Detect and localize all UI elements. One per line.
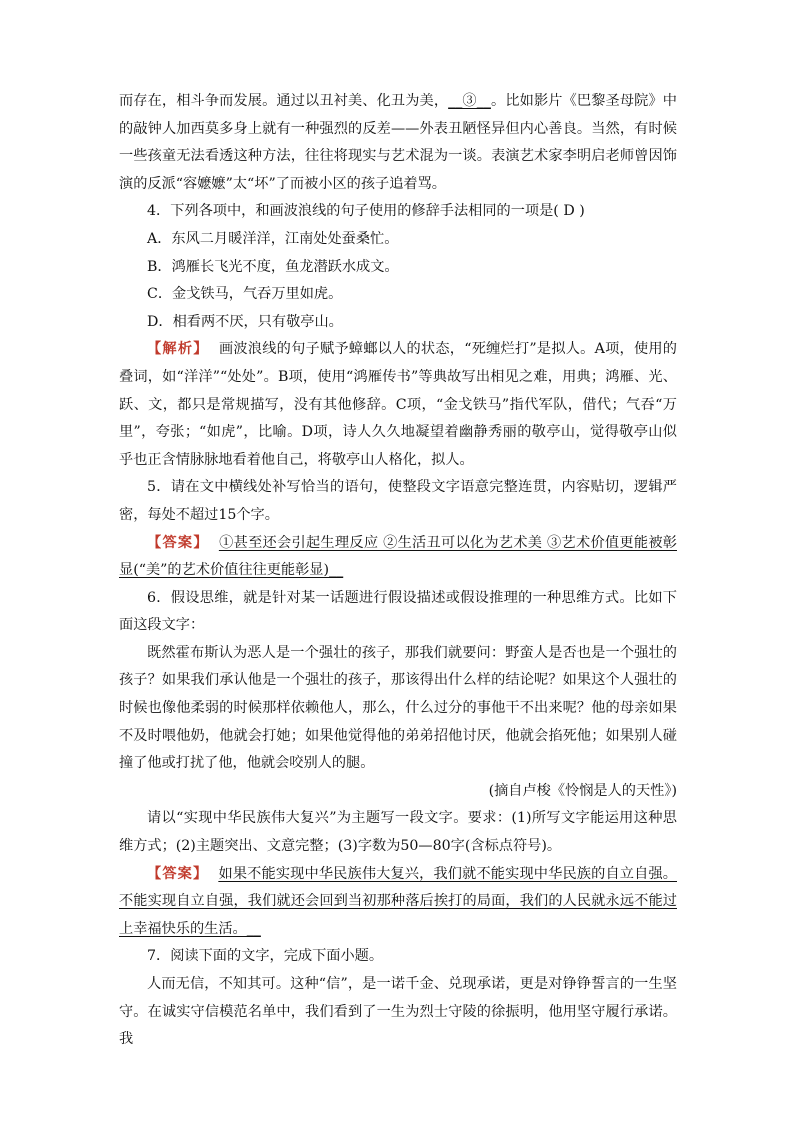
question-5-answer: 【答案】 ①甚至还会引起生理反应 ②生活丑可以化为艺术美 ③艺术价值更能被彰显(“美”的艺术价值往往更能彰显)__ xyxy=(119,534,677,579)
blank-3: __③__ xyxy=(448,93,491,109)
question-4-option-d: D．相看两不厌，只有敬亭山。 xyxy=(147,313,343,330)
question-4-option-a: A．东风二月暖洋洋，江南处处蚕桑忙。 xyxy=(147,230,399,247)
analysis-label: 【解析】 xyxy=(147,341,209,358)
question-6-answer: 【答案】 如果不能实现中华民族伟大复兴，我们就不能实现中华民族的自立自强。不能实现自立自强，我们就还会回到当初那种落后挨打的局面，我们的人民就永远不能过上幸福快乐的生活。__ xyxy=(119,865,677,937)
document-page xyxy=(119,88,677,1054)
question-6-source: (摘自卢梭《怜悯是人的天性》) xyxy=(488,782,677,799)
question-4-stem: 4．下列各项中，和画波浪线的句子使用的修辞手法相同的一项是( D ) xyxy=(147,203,585,220)
question-4-analysis: 【解析】 画波浪线的句子赋予蟑螂以人的状态，“死缠烂打”是拟人。A项，使用的叠词，如“洋洋”“处处”。B项，使用“鸿雁传书”等典故写出相见之难，用典；鸿雁、光、跃、文，都只是常规描写，没有其他修辞。C项，“金戈铁马”指代军队，借代；气吞“万里”，夸张；“如虎”，比喻。D项，诗人久久地凝望着幽静秀丽的敬亭山，觉得敬亭山似乎也正含情脉脉地看着他自己，将敬亭山人格化，拟人。 xyxy=(119,341,677,468)
question-7-stem: 7．阅读下面的文字，完成下面小题。 xyxy=(147,948,384,965)
question-4-answer: D xyxy=(563,203,575,220)
question-7-passage: 人而无信，不知其可。这种“信”，是一诺千金、兑现承诺，更是对铮铮誓言的一生坚守。在诚实守信模范名单中，我们看到了一生为烈士守陵的徐振明，他用坚守履行承诺。我 xyxy=(119,976,677,1048)
question-4-option-c: C．金戈铁马，气吞万里如虎。 xyxy=(147,286,343,303)
question-4-option-b: B．鸿雁长飞光不度，鱼龙潜跃水成文。 xyxy=(147,258,399,275)
paragraph-intro: 而存在，相斗争而发展。通过以丑衬美、化丑为美，__③__。比如影片《巴黎圣母院》中的敲钟人加西莫多身上就有一种强烈的反差——外表丑陋怪异但内心善良。当然，有时候一些孩童无法看透这种方法，往往将现实与艺术混为一谈。表演艺术家李明启老师曾因饰演的反派“容嬷嬷”太“坏”了而被小区的孩子追着骂。 xyxy=(119,93,677,192)
question-6-passage: 既然霍布斯认为恶人是一个强壮的孩子，那我们就要问：野蛮人是否也是一个强壮的孩子？如果我们承认他是一个强壮的孩子，那该得出什么样的结论呢？如果这个人强壮的时候也像他柔弱的时候那样依赖他人，那么，什么过分的事他干不出来呢？他的母亲如果不及时喂他奶，他就会打她；如果他觉得他的弟弟招他讨厌，他就会掐死他；如果别人碰撞了他或打扰了他，他就会咬别人的腿。 xyxy=(119,644,677,772)
answer-label: 【答案】 xyxy=(147,865,209,882)
question-6-stem: 6．假设思维，就是针对某一话题进行假设描述或假设推理的一种思维方式。比如下面这段文字： xyxy=(119,589,677,634)
answer-label: 【答案】 xyxy=(147,534,209,551)
question-6-task: 请以“实现中华民族伟大复兴”为主题写一段文字。要求：(1)所写文字能运用这种思维方式；(2)主题突出、文意完整；(3)字数为50—80字(含标点符号)。 xyxy=(119,810,677,855)
question-5-stem: 5．请在文中横线处补写恰当的语句，使整段文字语意完整连贯，内容贴切，逻辑严密，每处不超过15个字。 xyxy=(119,479,677,523)
